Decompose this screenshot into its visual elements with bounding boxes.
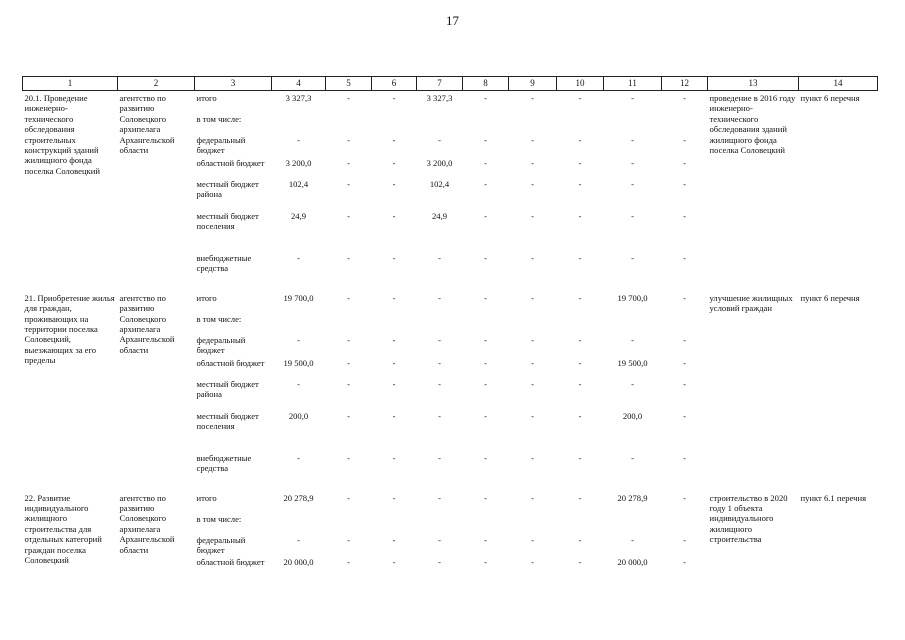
- funding-source-cell: местный бюджет района: [196, 178, 259, 200]
- spacer-cell: [23, 483, 878, 491]
- column-header: 4: [272, 77, 326, 91]
- amount-cell: -: [392, 357, 396, 368]
- executor-cell: агентство по развитию Соловецкого архипелага Архангельской области: [119, 292, 175, 355]
- amount-cell: 102,4: [288, 178, 309, 189]
- amount-cell: -: [578, 557, 582, 568]
- amount-cell: [272, 512, 326, 533]
- amount-cell: -: [438, 378, 441, 389]
- amount-cell: -: [631, 334, 634, 345]
- amount-cell: -: [438, 557, 441, 568]
- amount-cell: -: [578, 210, 582, 221]
- amount-cell: -: [347, 292, 350, 303]
- column-header: 11: [604, 77, 662, 91]
- amount-cell: 20 000,0: [617, 557, 648, 568]
- amount-cell: -: [531, 93, 534, 103]
- funding-source-cell: внебюджетные средства: [196, 252, 252, 274]
- column-header: 9: [509, 77, 557, 91]
- executor-cell: агентство по развитию Соловецкого архипелага Архангельской области: [119, 93, 175, 156]
- amount-cell: -: [438, 410, 441, 421]
- amount-cell: 24,9: [290, 210, 307, 221]
- amount-cell: -: [297, 378, 300, 389]
- page-number: 17: [446, 13, 459, 28]
- table-row: [23, 91, 878, 113]
- amount-cell: -: [631, 210, 634, 221]
- amount-cell: -: [392, 378, 396, 389]
- column-header: 14: [799, 77, 878, 91]
- amount-cell: -: [392, 492, 396, 503]
- amount-cell: -: [347, 252, 350, 263]
- amount-cell: 200,0: [288, 410, 309, 421]
- amount-cell: [557, 112, 604, 133]
- column-header: 2: [118, 77, 195, 91]
- amount-cell: 3 200,0: [285, 157, 312, 168]
- amount-cell: -: [347, 93, 350, 103]
- table-row: [23, 291, 878, 312]
- amount-cell: [417, 512, 463, 533]
- amount-cell: -: [683, 210, 686, 221]
- amount-cell: -: [347, 534, 350, 545]
- amount-cell: -: [484, 334, 487, 345]
- amount-cell: -: [531, 378, 534, 389]
- amount-cell: -: [683, 135, 686, 145]
- amount-cell: -: [484, 135, 487, 145]
- amount-cell: -: [683, 492, 686, 503]
- measure-name-cell: 22. Развитие индивидуального жилищного строительства для отдельных категорий граждан поселка Соловецкий: [24, 492, 102, 566]
- expected-result-cell: улучшение жилищных условий граждан: [709, 292, 793, 314]
- amount-cell: -: [631, 534, 634, 545]
- funding-source-cell: внебюджетные средства: [196, 452, 252, 474]
- column-header: 12: [662, 77, 708, 91]
- amount-cell: -: [438, 334, 441, 345]
- expected-result-cell: проведение в 2016 году инженерно-технического обследования зданий жилищного фонда поселка Соловецкий: [709, 93, 796, 156]
- column-header: 13: [708, 77, 799, 91]
- amount-cell: 19 700,0: [617, 292, 648, 303]
- amount-cell: -: [438, 135, 441, 145]
- funding-source-cell: областной бюджет: [196, 557, 265, 568]
- amount-cell: -: [578, 534, 582, 545]
- amount-cell: -: [484, 178, 487, 189]
- amount-cell: -: [392, 135, 396, 145]
- amount-cell: -: [392, 93, 396, 103]
- measure-name-cell: 21. Приобретение жилья для граждан, проживающих на территории поселка Соловецкий, выезжающих за его пределы: [24, 292, 115, 366]
- amount-cell: -: [347, 492, 350, 503]
- amount-cell: -: [631, 93, 634, 103]
- amount-cell: -: [392, 252, 396, 263]
- amount-cell: -: [297, 452, 300, 463]
- executor-cell: агентство по развитию Соловецкого архипелага Архангельской области: [119, 492, 175, 555]
- amount-cell: -: [683, 557, 686, 568]
- amount-cell: -: [531, 410, 534, 421]
- amount-cell: [326, 512, 372, 533]
- amount-cell: -: [631, 252, 634, 263]
- amount-cell: 200,0: [622, 410, 643, 421]
- amount-cell: [604, 112, 662, 133]
- amount-cell: -: [297, 334, 300, 345]
- amount-cell: -: [578, 135, 582, 145]
- funding-source-cell: итого: [196, 492, 217, 503]
- amount-cell: 19 700,0: [283, 292, 314, 303]
- column-header: 1: [23, 77, 118, 91]
- amount-cell: -: [683, 252, 686, 263]
- reference-cell: пункт 6.1 перечня: [800, 492, 867, 503]
- amount-cell: [557, 512, 604, 533]
- funding-source-cell: в том числе:: [196, 313, 242, 324]
- column-header: 3: [195, 77, 272, 91]
- amount-cell: -: [347, 210, 350, 221]
- amount-cell: -: [347, 135, 350, 145]
- spacer-cell: [23, 283, 878, 291]
- amount-cell: -: [484, 378, 487, 389]
- amount-cell: -: [484, 557, 487, 568]
- funding-source-cell: областной бюджет: [196, 357, 265, 368]
- row-spacer: [23, 283, 878, 291]
- column-header: 8: [463, 77, 509, 91]
- funding-source-cell: местный бюджет района: [196, 378, 259, 400]
- amount-cell: -: [683, 378, 686, 389]
- amount-cell: -: [392, 557, 396, 568]
- amount-cell: -: [438, 492, 441, 503]
- amount-cell: -: [531, 292, 534, 303]
- amount-cell: -: [347, 557, 350, 568]
- amount-cell: -: [392, 334, 396, 345]
- amount-cell: -: [392, 210, 396, 221]
- amount-cell: -: [347, 378, 350, 389]
- amount-cell: -: [683, 534, 686, 545]
- amount-cell: 20 000,0: [283, 557, 314, 568]
- amount-cell: -: [438, 452, 441, 463]
- reference-cell: пункт 6 перечня: [800, 292, 860, 303]
- funding-source-cell: в том числе:: [196, 114, 242, 124]
- amount-cell: -: [683, 292, 686, 303]
- amount-cell: [662, 112, 708, 133]
- amount-cell: [372, 512, 417, 533]
- amount-cell: [272, 112, 326, 133]
- amount-cell: -: [631, 452, 634, 463]
- amount-cell: -: [683, 357, 686, 368]
- amount-cell: 102,4: [429, 178, 450, 189]
- amount-cell: 20 278,9: [617, 492, 648, 503]
- amount-cell: -: [392, 534, 396, 545]
- amount-cell: -: [531, 452, 534, 463]
- funding-source-cell: итого: [196, 93, 217, 103]
- amount-cell: -: [347, 178, 350, 189]
- amount-cell: [417, 312, 463, 333]
- funding-source-cell: федеральный бюджет: [196, 534, 246, 556]
- funding-source-cell: в том числе:: [196, 513, 242, 524]
- column-header: 5: [326, 77, 372, 91]
- amount-cell: -: [531, 252, 534, 263]
- amount-cell: -: [484, 252, 487, 263]
- amount-cell: -: [347, 157, 350, 168]
- amount-cell: -: [578, 452, 582, 463]
- amount-cell: -: [347, 357, 350, 368]
- amount-cell: -: [578, 178, 582, 189]
- amount-cell: -: [631, 135, 634, 145]
- amount-cell: -: [484, 93, 487, 103]
- amount-cell: -: [438, 357, 441, 368]
- table-body: [23, 91, 878, 577]
- funding-source-cell: местный бюджет поселения: [196, 410, 259, 432]
- funding-source-cell: федеральный бюджет: [196, 334, 246, 356]
- amount-cell: -: [392, 452, 396, 463]
- reference-cell: пункт 6 перечня: [800, 93, 860, 103]
- amount-cell: [272, 312, 326, 333]
- amount-cell: -: [631, 378, 634, 389]
- amount-cell: -: [531, 534, 534, 545]
- funding-source-cell: областной бюджет: [196, 157, 265, 168]
- amount-cell: 3 200,0: [426, 157, 453, 168]
- amount-cell: -: [683, 334, 686, 345]
- amount-cell: -: [578, 357, 582, 368]
- amount-cell: -: [578, 492, 582, 503]
- column-header: 10: [557, 77, 604, 91]
- amount-cell: -: [531, 334, 534, 345]
- measure-name-cell: 20.1. Проведение инженерно-технического обследования строительных конструкций зданий жилищного фонда поселка Соловецкий: [24, 93, 100, 176]
- amount-cell: -: [683, 410, 686, 421]
- amount-cell: -: [392, 157, 396, 168]
- amount-cell: [463, 312, 509, 333]
- amount-cell: [326, 312, 372, 333]
- amount-cell: -: [578, 157, 582, 168]
- column-header: 7: [417, 77, 463, 91]
- amount-cell: [463, 512, 509, 533]
- amount-cell: -: [484, 157, 487, 168]
- amount-cell: -: [683, 452, 686, 463]
- amount-cell: -: [578, 378, 582, 389]
- amount-cell: -: [683, 178, 686, 189]
- amount-cell: -: [531, 135, 534, 145]
- amount-cell: 20 278,9: [283, 492, 314, 503]
- amount-cell: -: [438, 252, 441, 263]
- amount-cell: -: [683, 157, 686, 168]
- funding-source-cell: итого: [196, 292, 217, 303]
- amount-cell: -: [631, 157, 634, 168]
- amount-cell: [604, 312, 662, 333]
- program-measures-table: [22, 76, 878, 576]
- amount-cell: -: [683, 93, 686, 103]
- amount-cell: -: [531, 492, 534, 503]
- amount-cell: -: [531, 557, 534, 568]
- amount-cell: [326, 112, 372, 133]
- amount-cell: [662, 512, 708, 533]
- amount-cell: -: [578, 334, 582, 345]
- amount-cell: -: [484, 492, 487, 503]
- amount-cell: -: [392, 178, 396, 189]
- amount-cell: -: [578, 252, 582, 263]
- amount-cell: [372, 312, 417, 333]
- amount-cell: -: [531, 178, 534, 189]
- amount-cell: 24,9: [431, 210, 448, 221]
- amount-cell: -: [392, 292, 396, 303]
- amount-cell: 19 500,0: [617, 357, 648, 368]
- amount-cell: -: [578, 292, 582, 303]
- amount-cell: -: [347, 334, 350, 345]
- amount-cell: -: [297, 135, 300, 145]
- amount-cell: [509, 312, 557, 333]
- amount-cell: -: [347, 452, 350, 463]
- amount-cell: -: [484, 410, 487, 421]
- amount-cell: -: [484, 452, 487, 463]
- amount-cell: [662, 312, 708, 333]
- amount-cell: [557, 312, 604, 333]
- table-row: [23, 491, 878, 512]
- amount-cell: -: [484, 210, 487, 221]
- column-number-row: [23, 77, 878, 91]
- amount-cell: -: [631, 178, 634, 189]
- amount-cell: [372, 112, 417, 133]
- amount-cell: -: [531, 210, 534, 221]
- funding-source-cell: федеральный бюджет: [196, 135, 246, 156]
- amount-cell: [417, 112, 463, 133]
- amount-cell: 3 327,3: [285, 93, 312, 103]
- amount-cell: 19 500,0: [283, 357, 314, 368]
- amount-cell: -: [392, 410, 396, 421]
- amount-cell: -: [531, 357, 534, 368]
- amount-cell: -: [578, 410, 582, 421]
- expected-result-cell: строительство в 2020 году 1 объекта индивидуального жилищного строительства: [709, 492, 788, 545]
- amount-cell: -: [531, 157, 534, 168]
- amount-cell: -: [484, 357, 487, 368]
- column-header: 6: [372, 77, 417, 91]
- row-spacer: [23, 483, 878, 491]
- amount-cell: [463, 112, 509, 133]
- amount-cell: [604, 512, 662, 533]
- amount-cell: -: [297, 534, 300, 545]
- funding-source-cell: местный бюджет поселения: [196, 210, 259, 232]
- amount-cell: -: [484, 292, 487, 303]
- amount-cell: 3 327,3: [426, 93, 453, 103]
- amount-cell: [509, 112, 557, 133]
- amount-cell: -: [484, 534, 487, 545]
- amount-cell: -: [347, 410, 350, 421]
- amount-cell: -: [297, 252, 300, 263]
- amount-cell: -: [578, 93, 582, 103]
- amount-cell: [509, 512, 557, 533]
- amount-cell: -: [438, 534, 441, 545]
- amount-cell: -: [438, 292, 441, 303]
